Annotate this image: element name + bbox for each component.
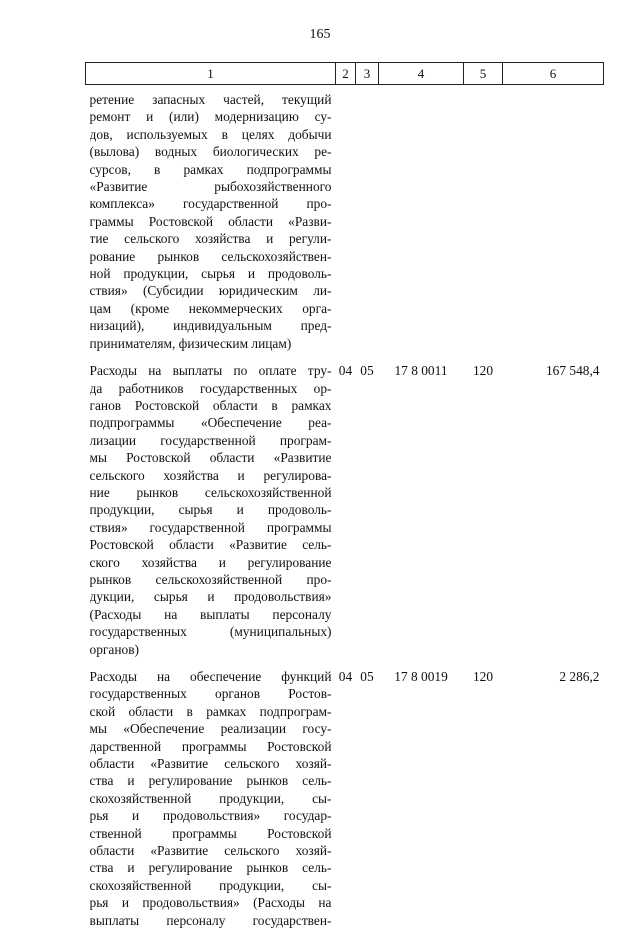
description-line: подпрограммы «Обеспечение реа- <box>89 415 332 431</box>
description-line: области «Развитие сельского хозяй- <box>89 843 332 859</box>
description-line: рынков сельскохозяйственной про- <box>89 571 332 587</box>
description-line: ской области в рамках подпрограм- <box>89 703 332 719</box>
description-line: мы «Обеспечение реализации госу- <box>89 721 332 737</box>
description-line: да работников государственных ор- <box>89 380 332 396</box>
description-line: ствия» государственной программы <box>89 519 332 535</box>
description-line: Расходы на выплаты по оплате тру- <box>89 363 332 379</box>
row-description <box>86 85 336 363</box>
description-line: принимателям, физическим лицам) <box>89 335 292 351</box>
column-header-section: 2 <box>336 63 356 85</box>
table-row <box>86 85 604 363</box>
column-header-target-article: 4 <box>379 63 464 85</box>
expense-type-code: 120 <box>472 669 494 684</box>
description-line: «Развитие рыбохозяйственного <box>89 179 332 195</box>
description-line: (Расходы на выплаты персоналу <box>89 606 332 622</box>
description-line: дов, используемых в целях добычи <box>89 126 332 142</box>
subsection-code: 05 <box>360 363 374 379</box>
description-line: рья и продовольствия» государ- <box>89 808 332 824</box>
description-line: сельского хозяйства и регулирова- <box>89 467 332 483</box>
page-number: 165 <box>309 27 331 42</box>
description-line: рья и продовольствия» (Расходы на <box>89 895 332 911</box>
subsection-code: 05 <box>360 669 374 684</box>
description-line: ной продукции, сырья и продоволь- <box>89 266 332 282</box>
description-line: государственных органов Ростов- <box>89 686 332 702</box>
amount-value: 167 548,4 <box>545 363 600 379</box>
description-line: скохозяйственной продукции, сы- <box>89 790 332 806</box>
amount-value: 2 286,2 <box>559 669 600 684</box>
table-row <box>86 362 604 668</box>
description-line: ствия» (Субсидии юридическим ли- <box>89 283 332 299</box>
expense-type-code: 120 <box>472 363 494 379</box>
description-line: дарственной программы Ростовской <box>89 738 332 754</box>
description-line: Расходы на обеспечение функций <box>89 669 332 684</box>
section-code: 04 <box>338 669 353 684</box>
description-line: области «Развитие сельского хозяй- <box>89 756 332 772</box>
subsection-code <box>356 85 379 363</box>
target-article-code: 17 8 0019 <box>394 669 448 684</box>
table-header-row <box>86 63 604 85</box>
description-line: тие сельского хозяйства и регули- <box>89 231 332 247</box>
description-line: ремонт и (или) модернизацию су- <box>89 109 332 125</box>
description-line: ского хозяйства и регулирование <box>89 554 332 570</box>
description-line: скохозяйственной продукции, сы- <box>89 877 332 893</box>
description-line: ганов Ростовской области в рамках <box>89 397 332 413</box>
description-line: граммы Ростовской области «Разви- <box>89 213 332 229</box>
description-line: рование рынков сельскохозяйствен- <box>89 248 332 264</box>
column-header-subsection: 3 <box>356 63 379 85</box>
description-line: продукции, сырья и продоволь- <box>89 502 332 518</box>
column-header-amount: 6 <box>503 63 604 85</box>
description-line: ственной программы Ростовской <box>89 825 332 841</box>
description-line: ства и регулирование рынков сель- <box>89 773 332 789</box>
description-line: (вылова) водных биологических ре- <box>89 144 332 160</box>
description-line: Ростовской области «Развитие сель- <box>89 537 332 553</box>
description-line: выплаты персоналу государствен- <box>89 912 332 928</box>
amount-value <box>503 85 604 363</box>
description-line: цам (кроме некоммерческих орга- <box>89 300 332 316</box>
target-article-code: 17 8 0011 <box>394 363 448 379</box>
description-line: дукции, сырья и продовольствия» <box>89 589 332 605</box>
description-line: ства и регулирование рынков сель- <box>89 860 332 876</box>
target-article-code <box>379 85 464 363</box>
column-header-description: 1 <box>86 63 336 85</box>
description-line: сурсов, в рамках подпрограммы <box>89 161 332 177</box>
description-line: комплекса» государственной про- <box>89 196 332 212</box>
row-description <box>86 362 336 668</box>
description-line: ние рынков сельскохозяйственной <box>89 484 332 500</box>
budget-table <box>85 62 604 939</box>
expense-type-code <box>464 85 503 363</box>
description-line: низаций), индивидуальным пред- <box>89 318 332 334</box>
description-line: государственных (муниципальных) <box>89 624 332 640</box>
table-row <box>86 668 604 939</box>
description-line: ретение запасных частей, текущий <box>89 92 332 107</box>
section-code: 04 <box>338 363 353 379</box>
description-line: органов) <box>89 641 139 657</box>
row-description <box>86 668 336 939</box>
section-code <box>336 85 356 363</box>
column-header-expense-type: 5 <box>464 63 503 85</box>
description-line: лизации государственной програм- <box>89 432 332 448</box>
description-line: мы Ростовской области «Развитие <box>89 450 332 466</box>
